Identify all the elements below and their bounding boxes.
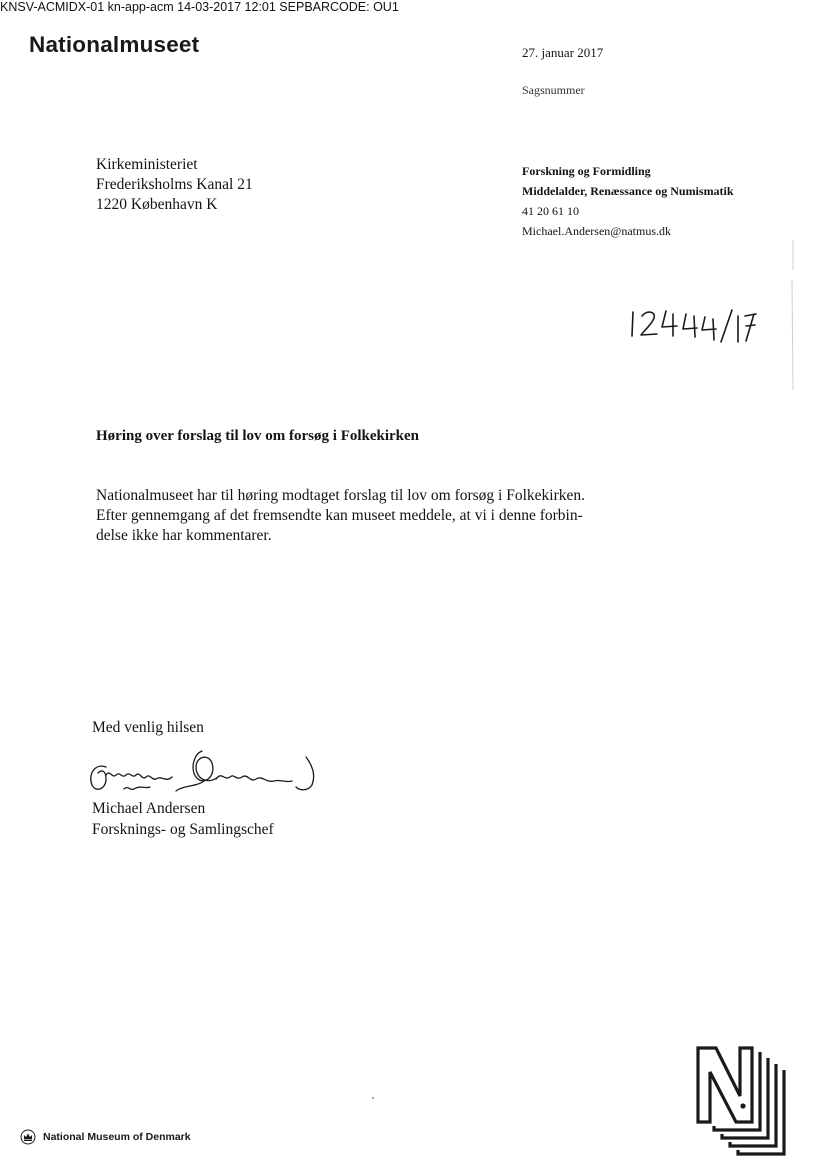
- sender-email: Michael.Andersen@natmus.dk: [522, 224, 672, 238]
- recipient-line: 1220 København K: [96, 196, 218, 213]
- letterhead-logo: Nationalmuseet: [29, 32, 200, 57]
- crown-icon: [20, 1129, 36, 1145]
- recipient-line: Frederiksholms Kanal 21: [96, 176, 253, 193]
- letter-body: [96, 486, 585, 546]
- body-line: Efter gennemgang af det fremsendte kan museet meddele, at vi i denne forbin-: [96, 507, 583, 524]
- sender-block: [522, 161, 734, 241]
- signer-name: Michael Andersen: [92, 800, 206, 817]
- scan-header: KNSV-ACMIDX-01 kn-app-acm 14-03-2017 12:01 SEPBARCODE: OU1: [0, 0, 399, 14]
- body-line: delse ikke har kommentarer.: [96, 527, 272, 544]
- scan-margin-mark: [790, 240, 796, 390]
- letter-subject: Høring over forslag til lov om forsøg i Folkekirken: [96, 428, 420, 444]
- body-line: Nationalmuseet har til høring modtaget forslag til lov om forsøg i Folkekirken.: [96, 487, 586, 504]
- nationalmuseet-n-logo: [694, 1044, 796, 1158]
- signer-title: Forsknings- og Samlingschef: [92, 821, 274, 838]
- sender-department: Forskning og Formidling: [522, 164, 651, 178]
- recipient-line: Kirkeministeriet: [96, 156, 198, 173]
- scan-speck: [372, 1097, 374, 1099]
- sender-unit: Middelalder, Renæssance og Numismatik: [522, 184, 734, 198]
- handwritten-case-number: [628, 302, 758, 346]
- recipient-address: [96, 155, 253, 215]
- sender-phone: 41 20 61 10: [522, 204, 579, 218]
- signer-block: [92, 798, 274, 840]
- footer: [20, 1128, 191, 1146]
- footer-institution-name: National Museum of Denmark: [43, 1131, 191, 1143]
- letter-closing: Med venlig hilsen: [92, 719, 204, 736]
- letter-date: 27. januar 2017: [522, 45, 604, 60]
- case-number-label: Sagsnummer: [522, 83, 585, 97]
